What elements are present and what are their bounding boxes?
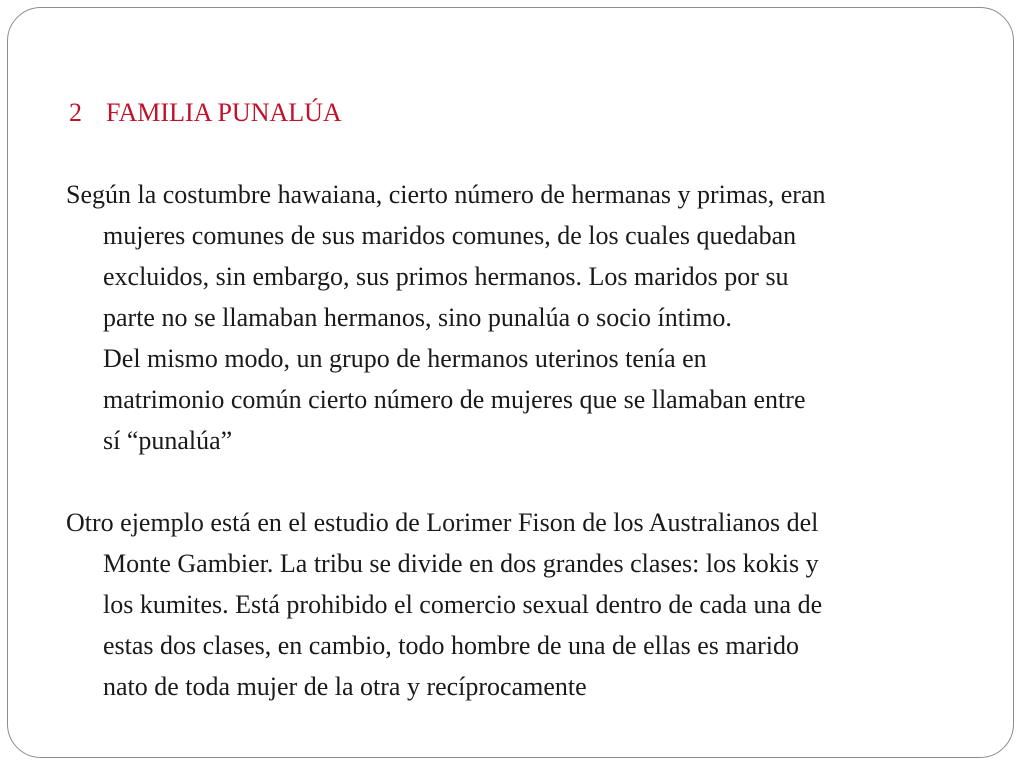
section-title: FAMILIA PUNALÚA — [106, 98, 342, 127]
paragraph-line: los kumites. Está prohibido el comercio sexual dentro de cada una de — [103, 590, 823, 619]
paragraph-line: Del mismo modo, un grupo de hermanos uterinos tenía en — [103, 344, 707, 373]
paragraph-line: Según la costumbre hawaiana, cierto número de hermanas y primas, eran — [66, 180, 826, 209]
section-heading — [66, 92, 966, 133]
paragraph-line: estas dos clases, en cambio, todo hombre de una de ellas es marido — [103, 631, 800, 660]
paragraph-line: Monte Gambier. La tribu se divide en dos grandes clases: los kokis y — [103, 549, 819, 578]
paragraph-line: nato de toda mujer de la otra y recíprocamente — [103, 672, 587, 701]
paragraph-hawaiian-custom — [66, 174, 966, 461]
paragraph-line: sí “punalúa” — [103, 426, 233, 455]
section-number: 2 — [69, 98, 82, 127]
paragraph-line: parte no se llamaban hermanos, sino punalúa o socio íntimo. — [103, 303, 732, 332]
paragraph-line: Otro ejemplo está en el estudio de Lorimer Fison de los Australianos del — [66, 508, 819, 537]
spacer — [66, 133, 966, 174]
paragraph-line: matrimonio común cierto número de mujeres que se llamaban entre — [103, 385, 806, 414]
paragraph-australian-example — [66, 502, 966, 707]
paragraph-line: mujeres comunes de sus maridos comunes, de los cuales quedaban — [103, 221, 797, 250]
spacer — [66, 461, 966, 502]
paragraph-line: excluidos, sin embargo, sus primos hermanos. Los maridos por su — [103, 262, 789, 291]
slide-content — [66, 92, 966, 707]
